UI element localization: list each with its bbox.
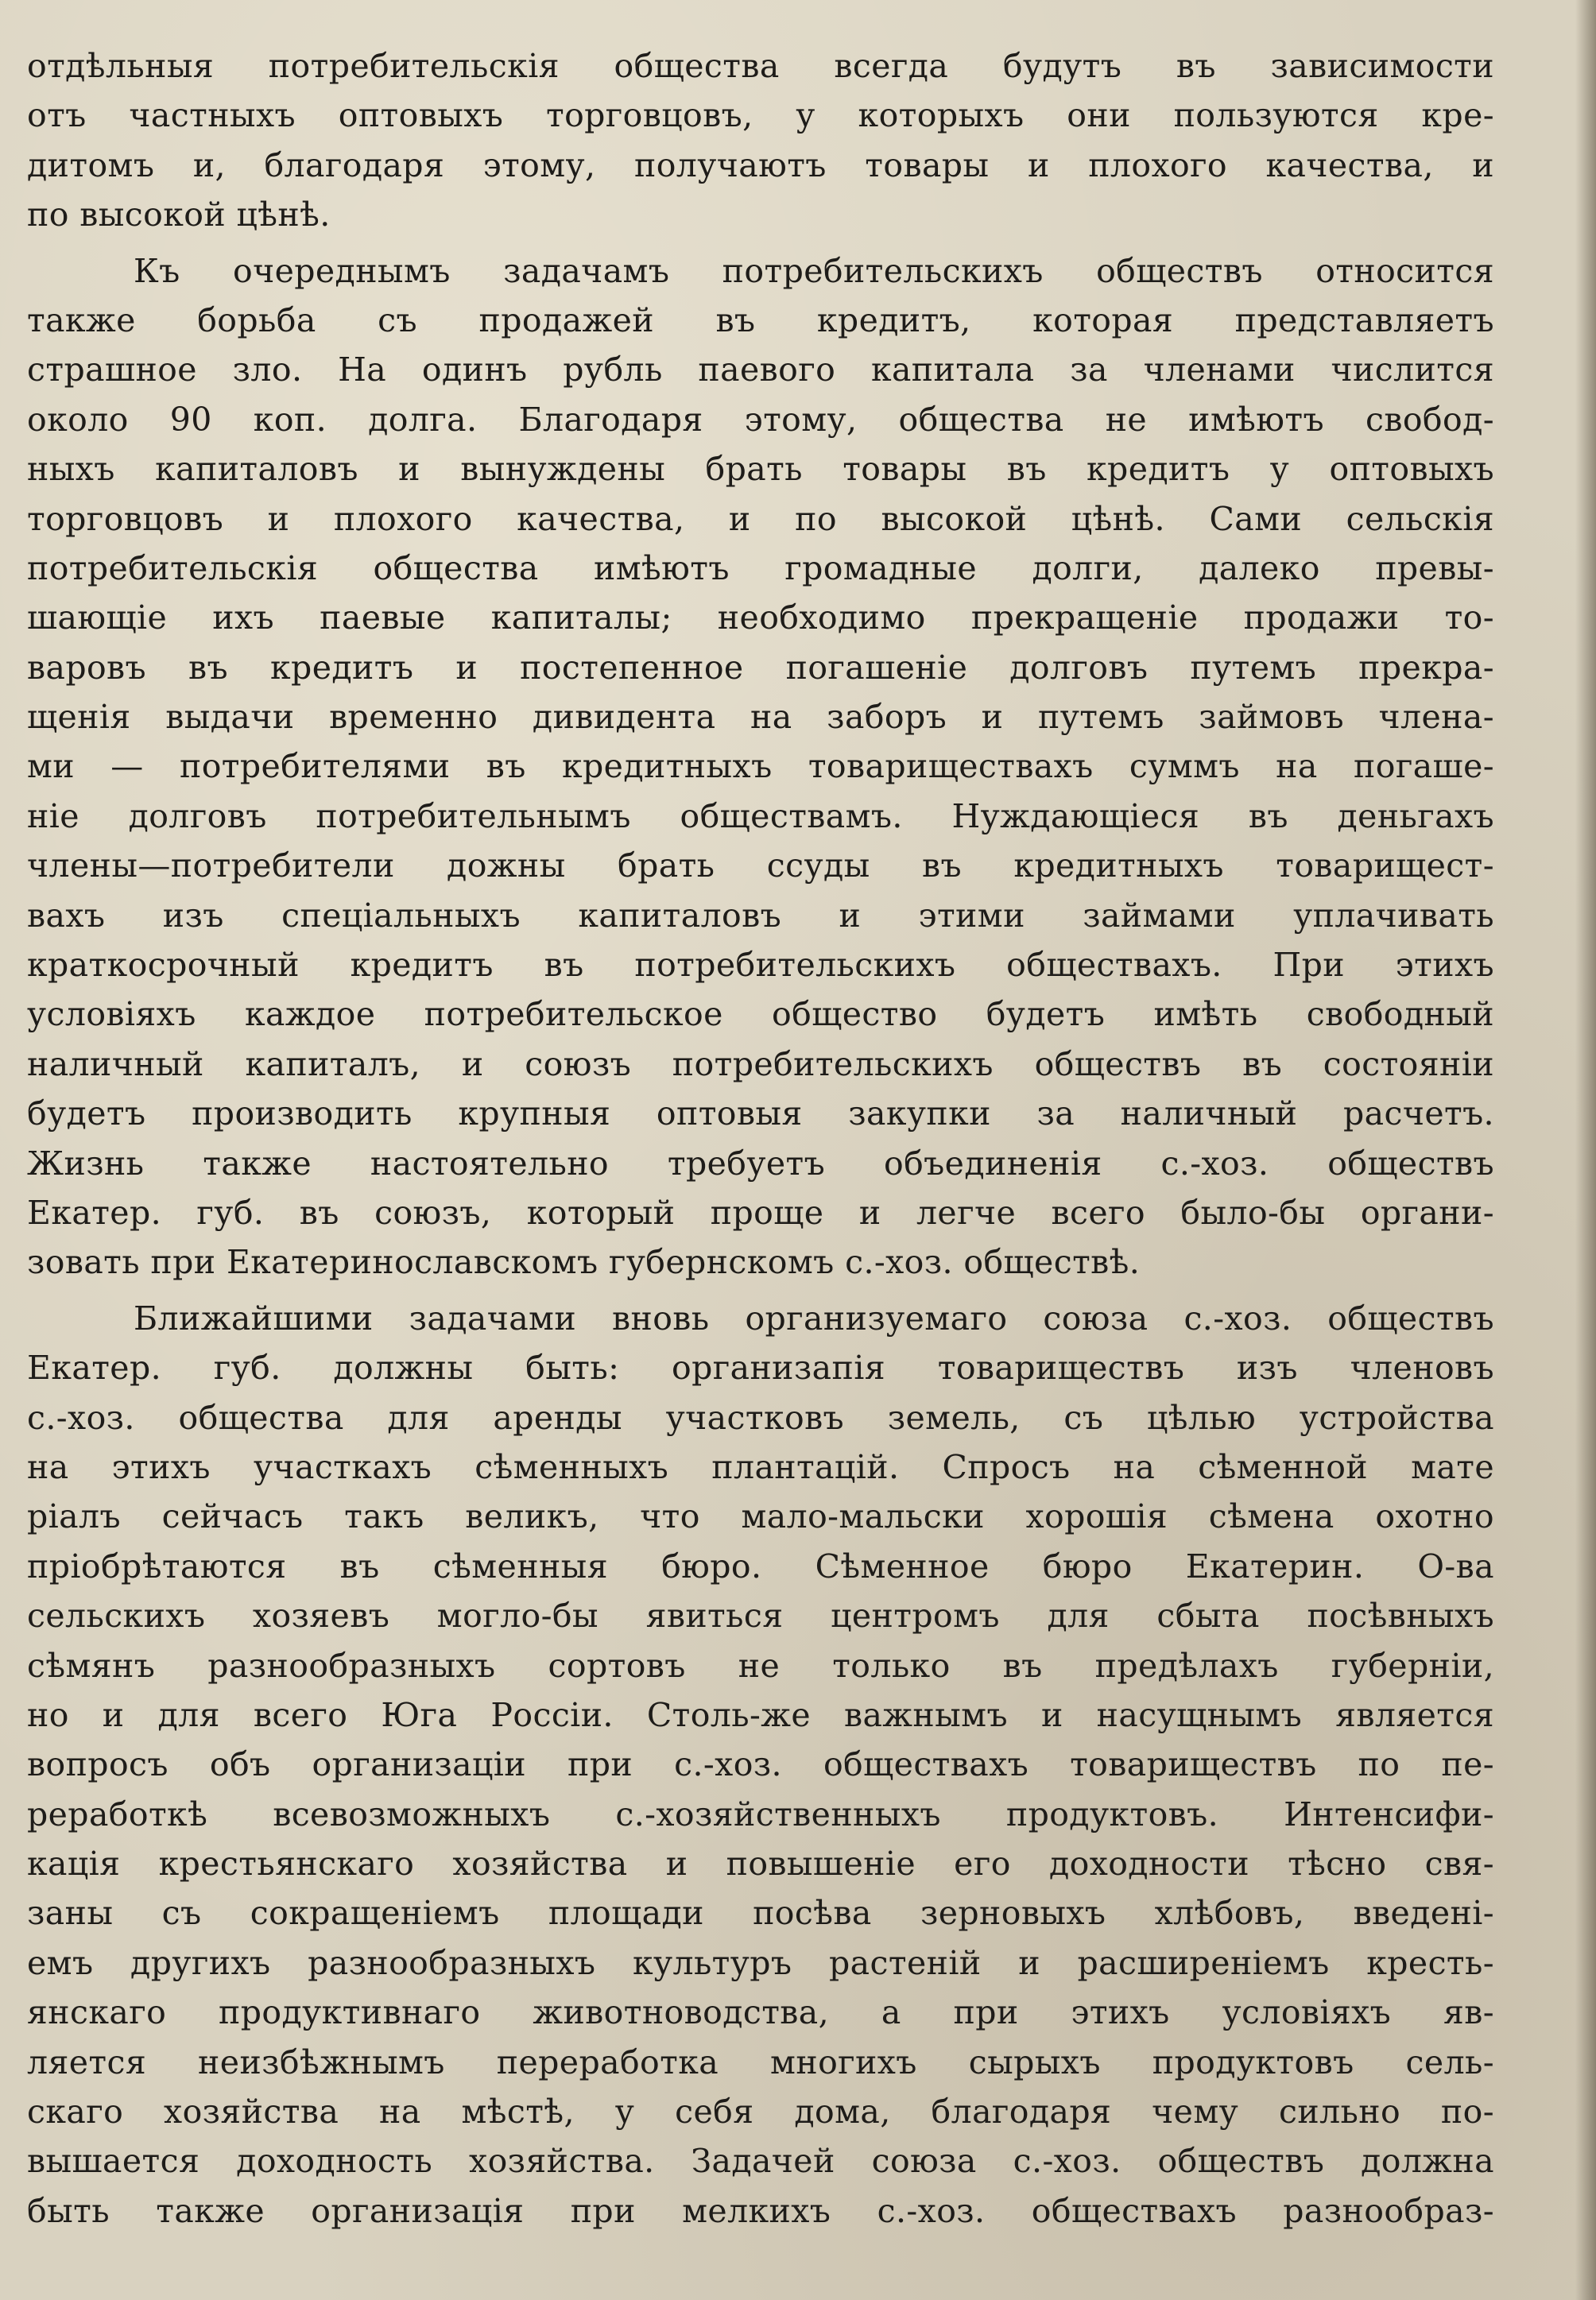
text-line: отдѣльныя потребительскія общества всегда будутъ въ зависимости (27, 47, 1494, 85)
text-line: наличный капиталъ, и союзъ потребительскихъ обществъ въ состояніи (27, 1044, 1494, 1083)
text-line: дитомъ и, благодаря этому, получаютъ товары и плохого качества, и (27, 145, 1494, 184)
text-line: на этихъ участкахъ сѣменныхъ плантацій. Спросъ на сѣменной мате (27, 1447, 1494, 1486)
text-line: реработкѣ всевозможныхъ с.-хозяйственныхъ продуктовъ. Интенсифи- (27, 1795, 1494, 1833)
text-line: Къ очереднымъ задачамъ потребительскихъ обществъ относится (134, 251, 1494, 290)
text-line: заны съ сокращеніемъ площади посѣва зерновыхъ хлѣбовъ, введені- (27, 1894, 1494, 1933)
paragraph-1 (27, 41, 1494, 240)
page-edge-shadow (1575, 0, 1596, 2300)
text-line: будетъ производить крупныя оптовыя закупки за наличный расчетъ. (27, 1094, 1494, 1133)
text-line: быть также организація при мелкихъ с.-хоз. обществахъ разнообраз- (27, 2191, 1494, 2230)
text-line: сельскихъ хозяевъ могло-бы явиться центромъ для сбыта посѣвныхъ (27, 1597, 1494, 1636)
text-line: сѣмянъ разнообразныхъ сортовъ не только въ предѣлахъ губерніи, (27, 1646, 1494, 1685)
text-line: члены—потребители дожны брать ссуды въ кредитныхъ товарищест- (27, 846, 1494, 885)
text-line: по высокой цѣнѣ. (27, 196, 331, 234)
text-line: Екатер. губ. должны быть: организапія товариществъ изъ членовъ (27, 1349, 1494, 1388)
text-line: Жизнь также настоятельно требуетъ объединенія с.-хоз. обществъ (27, 1144, 1494, 1183)
text-line: также борьба съ продажей въ кредитъ, которая представляетъ (27, 300, 1494, 339)
text-line: ныхъ капиталовъ и вынуждены брать товары въ кредитъ у оптовыхъ (27, 450, 1494, 489)
text-line: щенія выдачи временно дивидента на заборъ и путемъ займовъ члена- (27, 698, 1494, 737)
text-line: янскаго продуктивнаго животноводства, а при этихъ условіяхъ яв- (27, 1993, 1494, 2032)
text-line: кація крестьянскаго хозяйства и повышеніе его доходности тѣсно свя- (27, 1845, 1494, 1884)
text-line: ріалъ сейчасъ такъ великъ, что мало-мальски хорошія сѣмена охотно (27, 1497, 1494, 1536)
text-line: ніе долговъ потребительнымъ обществамъ. Нуждающіеся въ деньгахъ (27, 796, 1494, 835)
text-line: скаго хозяйства на мѣстѣ, у себя дома, благодаря чему сильно по- (27, 2093, 1494, 2132)
text-line: зовать при Екатеринославскомъ губернскомъ с.-хоз. обществѣ. (27, 1243, 1141, 1282)
paragraph-3 (27, 1294, 1494, 2236)
text-line: но и для всего Юга Россіи. Столь-же важнымъ и насущнымъ является (27, 1695, 1494, 1734)
text-line: около 90 коп. долга. Благодаря этому, общества не имѣютъ свобод- (27, 400, 1494, 439)
text-line: вопросъ объ организаціи при с.-хоз. обществахъ товариществъ по пе- (27, 1745, 1494, 1784)
text-line: с.-хоз. общества для аренды участковъ земель, съ цѣлью устройства (27, 1398, 1494, 1437)
text-line: условіяхъ каждое потребительское общество будетъ имѣть свободный (27, 995, 1494, 1034)
text-line: ми — потребителями въ кредитныхъ товариществахъ суммъ на погаше- (27, 747, 1494, 786)
text-line: шающіе ихъ паевые капиталы; необходимо прекращеніе продажи то- (27, 598, 1494, 637)
text-line: варовъ въ кредитъ и постепенное погашеніе долговъ путемъ прекра- (27, 648, 1494, 687)
text-line: потребительскія общества имѣютъ громадные долги, далеко превы- (27, 548, 1494, 587)
paragraph-2 (27, 246, 1494, 1287)
text-line: торговцовъ и плохого качества, и по высокой цѣнѣ. Сами сельскія (27, 499, 1494, 538)
page-text (27, 41, 1494, 2242)
text-line: Екатер. губ. въ союзъ, который проще и легче всего было-бы органи- (27, 1193, 1494, 1232)
text-line: пріобрѣтаются въ сѣменныя бюро. Сѣменное бюро Екатерин. О-ва (27, 1547, 1494, 1586)
text-line: краткосрочный кредитъ въ потребительскихъ обществахъ. При этихъ (27, 946, 1494, 985)
text-line: вахъ изъ спеціальныхъ капиталовъ и этими займами уплачивать (27, 896, 1494, 935)
text-line: страшное зло. На одинъ рубль паевого капитала за членами числится (27, 350, 1494, 389)
text-line: Ближайшими задачами вновь организуемаго союза с.-хоз. обществъ (134, 1299, 1494, 1338)
text-line: отъ частныхъ оптовыхъ торговцовъ, у которыхъ они пользуются кре- (27, 96, 1494, 135)
text-line: емъ другихъ разнообразныхъ культуръ растеній и расширеніемъ кресть- (27, 1943, 1494, 1982)
text-line: вышается доходность хозяйства. Задачей союза с.-хоз. обществъ должна (27, 2142, 1494, 2181)
text-line: ляется неизбѣжнымъ переработка многихъ сырыхъ продуктовъ сель- (27, 2043, 1494, 2081)
